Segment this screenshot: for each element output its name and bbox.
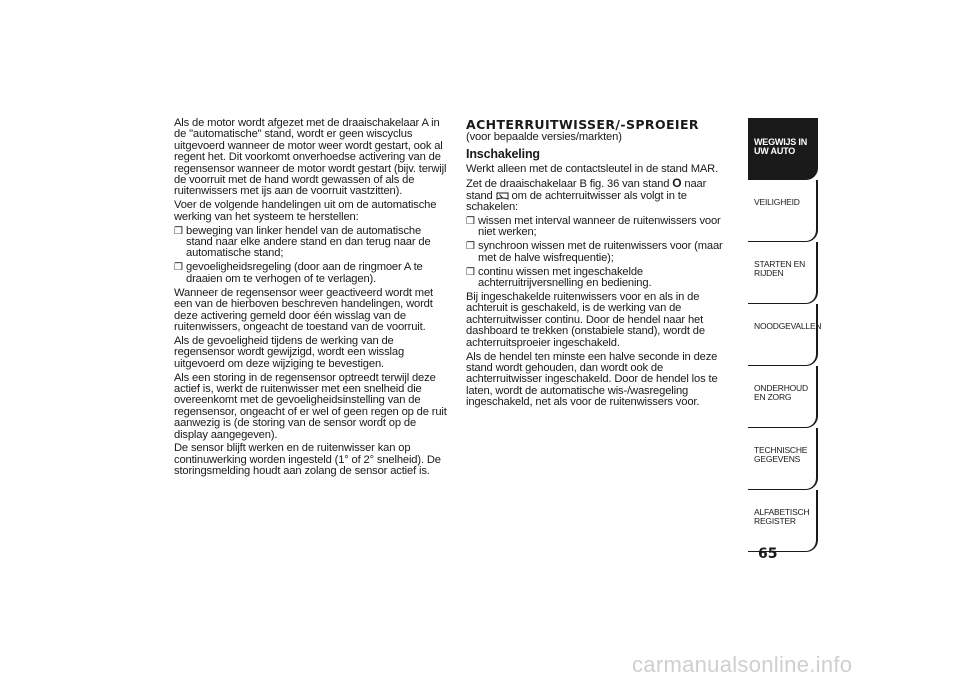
list-item	[174, 262, 450, 285]
list-item-text: beweging van linker hendel van de automatische stand naar elke andere stand en dan terug naar de automatische stand;	[186, 224, 431, 260]
list-item-text: continu wissen met ingeschakelde achterruitrijversnelling en bediening.	[478, 265, 652, 290]
tab-noodgevallen[interactable]: NOODGEVALLEN	[748, 304, 818, 366]
tab-starten-en-rijden[interactable]: STARTEN EN RIJDEN	[748, 242, 818, 304]
list-item-text: gevoeligheidsregeling (door aan de ringmoer A te draaien om te verhogen of te verlagen).	[186, 261, 423, 285]
list-item-text: synchroon wissen met de ruitenwissers voor (maar met de halve wisfrequentie);	[478, 240, 723, 264]
list-item-text: wissen met interval wanneer de ruitenwissers voor niet werken;	[478, 215, 721, 239]
heading-note: (voor bepaalde versies/markten)	[466, 131, 622, 143]
section-heading: ACHTERRUITWISSER/-SPROEIER	[466, 117, 699, 132]
tab-veiligheid[interactable]: VEILIGHEID	[748, 180, 818, 242]
text-fragment: Zet de draaischakelaar B fig. 36 van stand	[466, 178, 673, 191]
watermark: carmanualsonline.info	[632, 652, 853, 677]
off-position-symbol: O	[672, 176, 682, 191]
tab-wegwijs-in-uw-auto[interactable]: WEGWIJS IN UW AUTO	[748, 118, 818, 180]
paragraph: Werkt alleen met de contactsleutel in de stand MAR.	[466, 163, 719, 176]
tab-onderhoud-en-zorg[interactable]: ONDERHOUD EN ZORG	[748, 366, 818, 428]
subheading: Inschakeling	[466, 147, 540, 162]
list-item	[466, 267, 732, 290]
paragraph: De sensor blijft werken en de ruitenwisser kan op continuwerking worden ingesteld (1° of 2° snelheid). De storingsmelding houdt aan zolang de sensor actief is.	[174, 442, 441, 478]
text-fragment: naar stand	[466, 178, 707, 202]
list-item	[466, 241, 732, 264]
paragraph: Als de hendel ten minste een halve seconde in deze stand wordt gehouden, dan wordt ook de achterruitwisser ingeschakeld. Door de hendel los te laten, wordt de automatische wis-/wasregeling ingeschakeld, net als voor de ruitenwissers voor.	[466, 350, 718, 409]
paragraph	[466, 178, 732, 213]
right-column	[466, 118, 732, 411]
paragraph: Als een storing in de regensensor optreedt terwijl deze actief is, werkt de ruitenwisser met een snelheid die overeenkomt met de gevoeligheidsinstelling van de regensensor, ongeacht of er wel of geen regen op de ruit aanwezig is (de storing van de sensor wordt op de display aangegeven).	[174, 371, 447, 441]
tab-alfabetisch-register[interactable]: ALFABETISCH REGISTER	[748, 490, 818, 552]
page-number: 65	[758, 546, 778, 562]
list-item	[174, 226, 450, 260]
paragraph: Wanneer de regensensor weer geactiveerd wordt met een van de hierboven beschreven handelingen, wordt deze activering gemeld door één wisslag van de ruitenwissers, ongeacht de toestand van de voorruit.	[174, 286, 434, 333]
checkbox-bullet-icon: ❒	[466, 241, 475, 253]
checkbox-bullet-icon: ❒	[174, 225, 183, 237]
left-column	[174, 118, 450, 480]
paragraph: Als de gevoeligheid tijdens de werking van de regensensor wordt gewijzigd, wordt een wisslag uitgevoerd om deze wijziging te bevestigen.	[174, 334, 405, 370]
paragraph: Voer de volgende handelingen uit om de automatische werking van het systeem te herstellen:	[174, 199, 437, 223]
list-item	[466, 216, 732, 239]
paragraph: Bij ingeschakelde ruitenwissers voor en als in de achteruit is geschakeld, is de werking van de achterruitwisser continu. Door de hendel naar het dashboard te trekken (onstabiele stand), wordt de achterruitsproeier ingeschakeld.	[466, 290, 705, 349]
checkbox-bullet-icon: ❒	[466, 216, 475, 228]
paragraph: Als de motor wordt afgezet met de draaischakelaar A in de "automatische" stand, wordt er geen wiscyclus uitgevoerd wanneer de motor weer wordt gestart, ook al regent het. Dit voorkomt onverhoedse activering van de regensensor wanneer de motor wordt gestart (bijv. terwijl de voorruit met de hand wordt gewassen of als de ruitenwissers met ijs aan de voorruit vastzitten).	[174, 117, 447, 198]
tab-technische-gegevens[interactable]: TECHNISCHE GEGEVENS	[748, 428, 818, 490]
text-fragment: om de achterruitwisser als volgt in te schakelen:	[466, 189, 687, 214]
checkbox-bullet-icon: ❒	[466, 266, 475, 278]
checkbox-bullet-icon: ❒	[174, 262, 183, 274]
rear-wiper-icon	[496, 191, 509, 201]
